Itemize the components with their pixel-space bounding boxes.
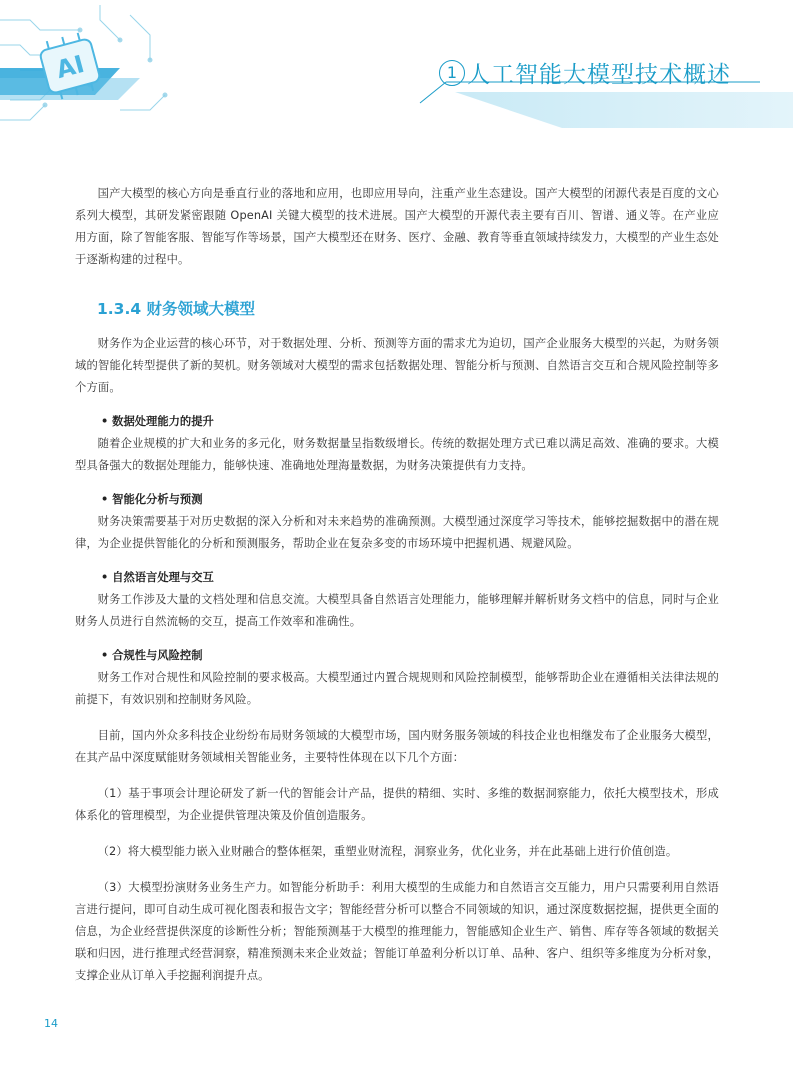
page-number: 14 <box>44 1017 58 1030</box>
finance-intro-paragraph: 财务作为企业运营的核心环节，对于数据处理、分析、预测等方面的需求尤为迫切，国产企业服务大模型的兴起，为财务领域的智能化转型提供了新的契机。财务领域对大模型的需求包括数据处理、智能分析与预测、自然语言交互和合规风险控制等多个方面。 <box>75 337 719 394</box>
bullet-text-data-processing: 随着企业规模的扩大和业务的多元化，财务数据量呈指数级增长。传统的数据处理方式已难以满足高效、准确的要求。大模型具备强大的数据处理能力，能够快速、准确地处理海量数据，为财务决策提供有力支持。 <box>75 437 719 472</box>
bullet-text-compliance: 财务工作对合规性和风险控制的要求极高。大模型通过内置合规规则和风险控制模型，能够帮助企业在遵循相关法律法规的前提下，有效识别和控制财务风险。 <box>75 671 719 706</box>
chapter-number: 1 <box>439 60 465 86</box>
header-band <box>455 92 793 128</box>
section-title: 1.3.4 财务领域大模型 <box>97 300 256 318</box>
bullet-title-compliance: • 合规性与风险控制 <box>101 649 203 662</box>
list-item-1: （1）基于事项会计理论研发了新一代的智能会计产品，提供的精细、实时、多维的数据洞察能力，依托大模型技术，形成体系化的管理模型，为企业提供管理决策及价值创造服务。 <box>75 787 719 822</box>
ai-logo-text: AI <box>53 49 88 85</box>
bullet-text-nlp: 财务工作涉及大量的文档处理和信息交流。大模型具备自然语言处理能力，能够理解并解析财务文档中的信息，同时与企业财务人员进行自然流畅的交互，提高工作效率和准确性。 <box>75 593 719 628</box>
list-item-2: （2）将大模型能力嵌入业财融合的整体框架，重塑业财流程，洞察业务，优化业务，并在此基础上进行价值创造。 <box>97 845 678 858</box>
bullet-title-data-processing: • 数据处理能力的提升 <box>101 415 214 428</box>
list-item-3: （3）大模型扮演财务业务生产力。如智能分析助手：利用大模型的生成能力和自然语言交互能力，用户只需要利用自然语言进行提问，即可自动生成可视化图表和报告文字；智能经营分析可以整合不同领域的知识，通过深度数据挖掘，提供更全面的信息，为企业经营提供深度的诊断性分析；智能预测基于大模型的推理能力，智能感知企业生产、销售、库存等各领域的数据关联和归因，进行推理式经营洞察，精准预测未来企业效益；智能订单盈利分析以订单、品种、客户、组织等多维度为分析对象，支撑企业从订单入手挖掘利润提升点。 <box>75 881 719 982</box>
intro-paragraph: 国产大模型的核心方向是垂直行业的落地和应用，也即应用导向，注重产业生态建设。国产大模型的闭源代表是百度的文心系列大模型，其研发紧密跟随 OpenAI 关键大模型的技术进展。国产大模型的开源代表主要有百川、智谱、通义等。在产业应用方面，除了智能客服、智能写作等场景，国产大模型还在财务、医疗、金融、教育等垂直领域持续发力，大模型的产业生态处于逐渐构建的过程中。 <box>75 187 719 266</box>
page-content <box>75 183 719 987</box>
market-paragraph: 目前，国内外众多科技企业纷纷布局财务领域的大模型市场，国内财务服务领域的科技企业也相继发布了企业服务大模型，在其产品中深度赋能财务领域相关智能业务，主要特性体现在以下几个方面： <box>75 729 719 764</box>
page-header <box>0 0 793 135</box>
chapter-title: 人工智能大模型技术概述 <box>467 62 731 88</box>
bullet-title-smart-analysis: • 智能化分析与预测 <box>101 493 203 506</box>
bullet-text-smart-analysis: 财务决策需要基于对历史数据的深入分析和对未来趋势的准确预测。大模型通过深度学习等技术，能够挖掘数据中的潜在规律，为企业提供智能化的分析和预测服务，帮助企业在复杂多变的市场环境中把握机遇、规避风险。 <box>75 515 719 550</box>
bullet-title-nlp: • 自然语言处理与交互 <box>101 571 214 584</box>
